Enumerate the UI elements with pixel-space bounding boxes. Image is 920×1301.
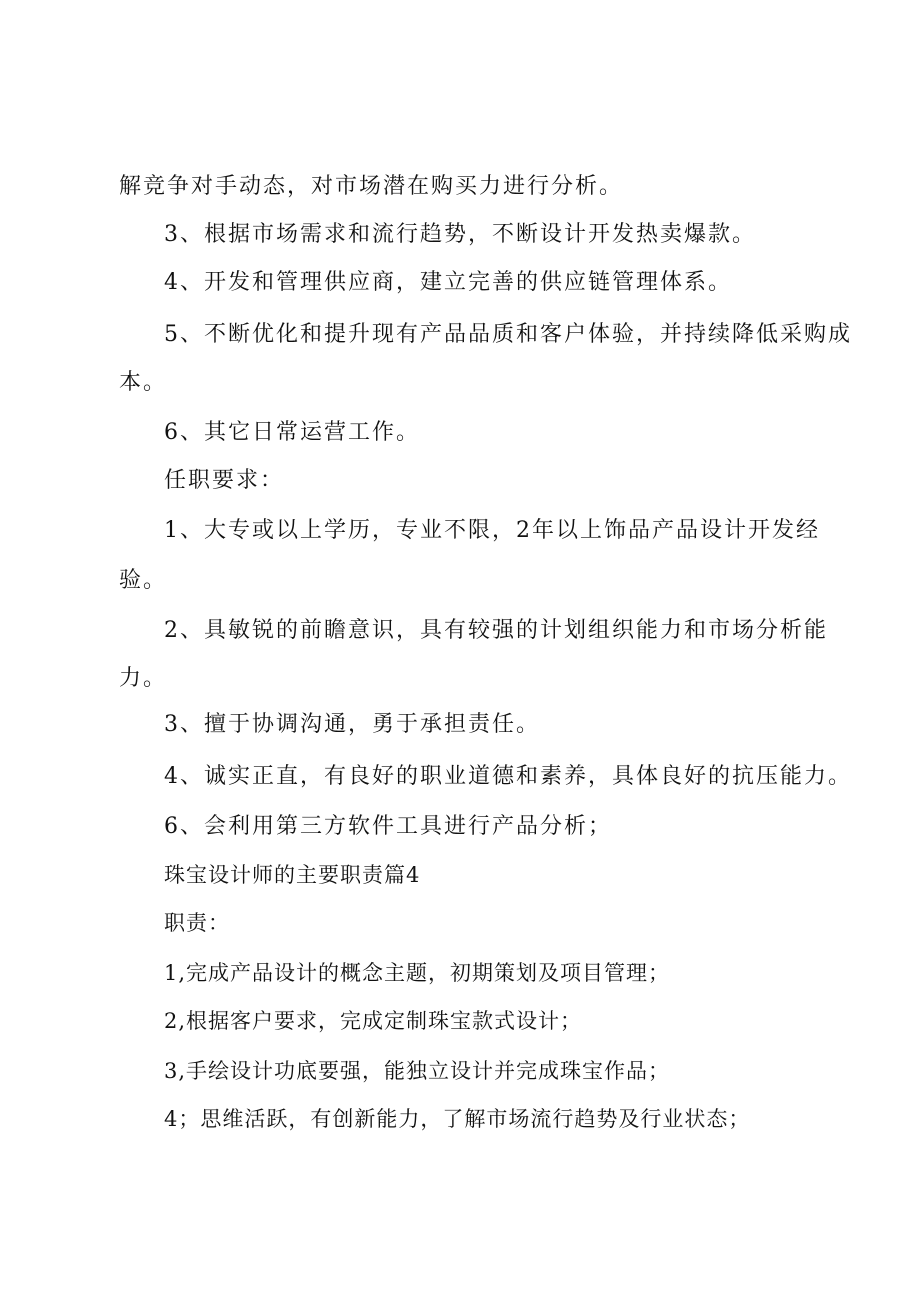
text-line-2: 3、根据市场需求和流行趋势，不断设计开发热卖爆款。 <box>164 222 756 247</box>
text-line-18: 2,根据客户要求，完成定制珠宝款式设计； <box>164 1009 583 1033</box>
text-line-13: 4、诚实正直，有良好的职业道德和素养，具体良好的抗压能力。 <box>164 764 852 789</box>
text-line-12: 3、擅于协调沟通，勇于承担责任。 <box>164 712 540 737</box>
text-line-4: 5、不断优化和提升现有产品品质和客户体验，并持续降低采购成 <box>164 322 852 347</box>
section-heading-article-4: 珠宝设计师的主要职责篇4 <box>164 863 421 887</box>
text-line-14: 6、会利用第三方软件工具进行产品分析； <box>164 814 612 839</box>
text-line-10: 2、具敏锐的前瞻意识，具有较强的计划组织能力和市场分析能 <box>164 618 828 643</box>
text-line-9: 验。 <box>119 568 168 593</box>
text-line-1: 解竞争对手动态，对市场潜在购买力进行分析。 <box>119 174 624 199</box>
section-heading-duties: 职责： <box>164 911 230 935</box>
text-line-3: 4、开发和管理供应商，建立完善的供应链管理体系。 <box>164 270 732 295</box>
text-line-5: 本。 <box>119 370 168 395</box>
text-line-19: 3,手绘设计功底要强，能独立设计并完成珠宝作品； <box>164 1059 671 1083</box>
text-line-20: 4；思维活跃，有创新能力，了解市场流行趋势及行业状态； <box>164 1107 751 1131</box>
text-line-6: 6、其它日常运营工作。 <box>164 420 420 445</box>
text-line-17: 1,完成产品设计的概念主题，初期策划及项目管理； <box>164 961 671 985</box>
text-line-11: 力。 <box>119 666 168 691</box>
text-line-8: 1、大专或以上学历，专业不限，2年以上饰品产品设计开发经 <box>164 518 820 543</box>
section-heading-requirements: 任职要求： <box>164 468 285 493</box>
